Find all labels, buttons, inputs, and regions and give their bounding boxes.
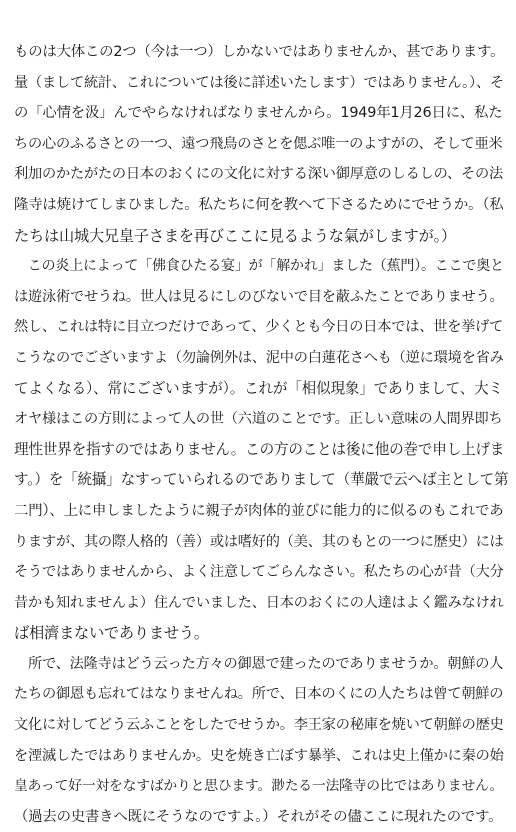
- text-line: りますが、其の際人格的（善）或は嗜好的（美、其のもとの一つに歴史）には: [14, 533, 504, 550]
- text-line: す。）を「統攝」なすっていられるのでありまして（華嚴で云へば主として第: [14, 471, 508, 489]
- text-line: 量（まして統計、これについては後に詳述いたします）ではありません。）、そ: [14, 74, 504, 91]
- text-line: たちは山城大兄皇子さまを再びここに見るような氣がしますが。）: [14, 226, 457, 245]
- text-line: （過去の史書きへ既にそうなのですよ。）それがその儘ここに現れたのです。: [14, 808, 503, 825]
- text-line: を湮滅したではありませんか。史を焼き亡ぼす暴挙、これは史上僅かに秦の始: [14, 747, 504, 764]
- text-line: の「心情を汲」んでやらなければなりませんから。1949年1月26日に、私た: [14, 105, 503, 122]
- text-line: 隆寺は焼けてしまひました。私たちに何を教へて下さるためにでせうか。（私: [14, 196, 504, 213]
- text-line: 理性世界を指すのではありません。この方のことは後に他の巻で申し上げま: [14, 440, 505, 458]
- text-line: こうなのでございますよ（勿論例外は、泥中の白蓮花さへも（逆に環境を省み: [14, 349, 504, 366]
- text-line: そうではありませんから、よく注意してごらんなさい。私たちの心が昔（大分: [14, 564, 504, 581]
- text-line: たちの御恩も忘れてはなりませんね。所で、日本のくにの人たちは曾て朝鮮の: [14, 686, 504, 703]
- text-line: この炎上によって「佛食ひたる宴」が「解かれ」ました（蕉門）。ここで奥と: [14, 258, 504, 275]
- text-line: 所で、法隆寺はどう云った方々の御恩で建ったのでありませうか。朝鮮の人: [14, 655, 504, 672]
- text-line: ものは大体この2つ（今は一つ）しかないではありませんか、甚であります。: [14, 44, 505, 60]
- text-line: は遊泳術でせうね。世人は見るにしのびないで目を蔽ふたことでありませう。: [14, 288, 504, 305]
- text-line: オヤ様はこの方則によって人の世（六道のことです。正しい意味の人間界即ち: [14, 411, 503, 428]
- text-line: 皇あって好一対をなすばかりと思ひます。渺たる一法隆寺の比ではありません。: [14, 778, 504, 795]
- text-line: 昔かも知れませんよ）住んでいました、日本のおくにの人達はよく鑑みなけれ: [14, 594, 504, 611]
- text-line: 利加のかたがたの日本のおくにの文化に対する深い御厚意のしるしの、その法: [14, 166, 503, 183]
- text-line: てよくなる）、常にございますが）。これが「相似現象」でありまして、大ミ: [14, 379, 503, 397]
- text-line: 然し、これは特に目立つだけであって、少くとも今日の日本では、世を挙げて: [14, 319, 504, 336]
- text-line: 文化に対してどう云ふことをしたでせうか。李王家の秘庫を焼いて朝鮮の歴史: [14, 717, 504, 734]
- text-line: ば相濟まないでありませう。: [14, 624, 209, 643]
- text-line: 二門）、上に申しましたように親子が肉体的並びに能力的に似るのもこれであ: [14, 502, 504, 519]
- text-line: ちの心のふるさとの一つ、遠つ飛鳥のさとを偲ぶ唯一のよすがの、そして亜米: [14, 135, 503, 152]
